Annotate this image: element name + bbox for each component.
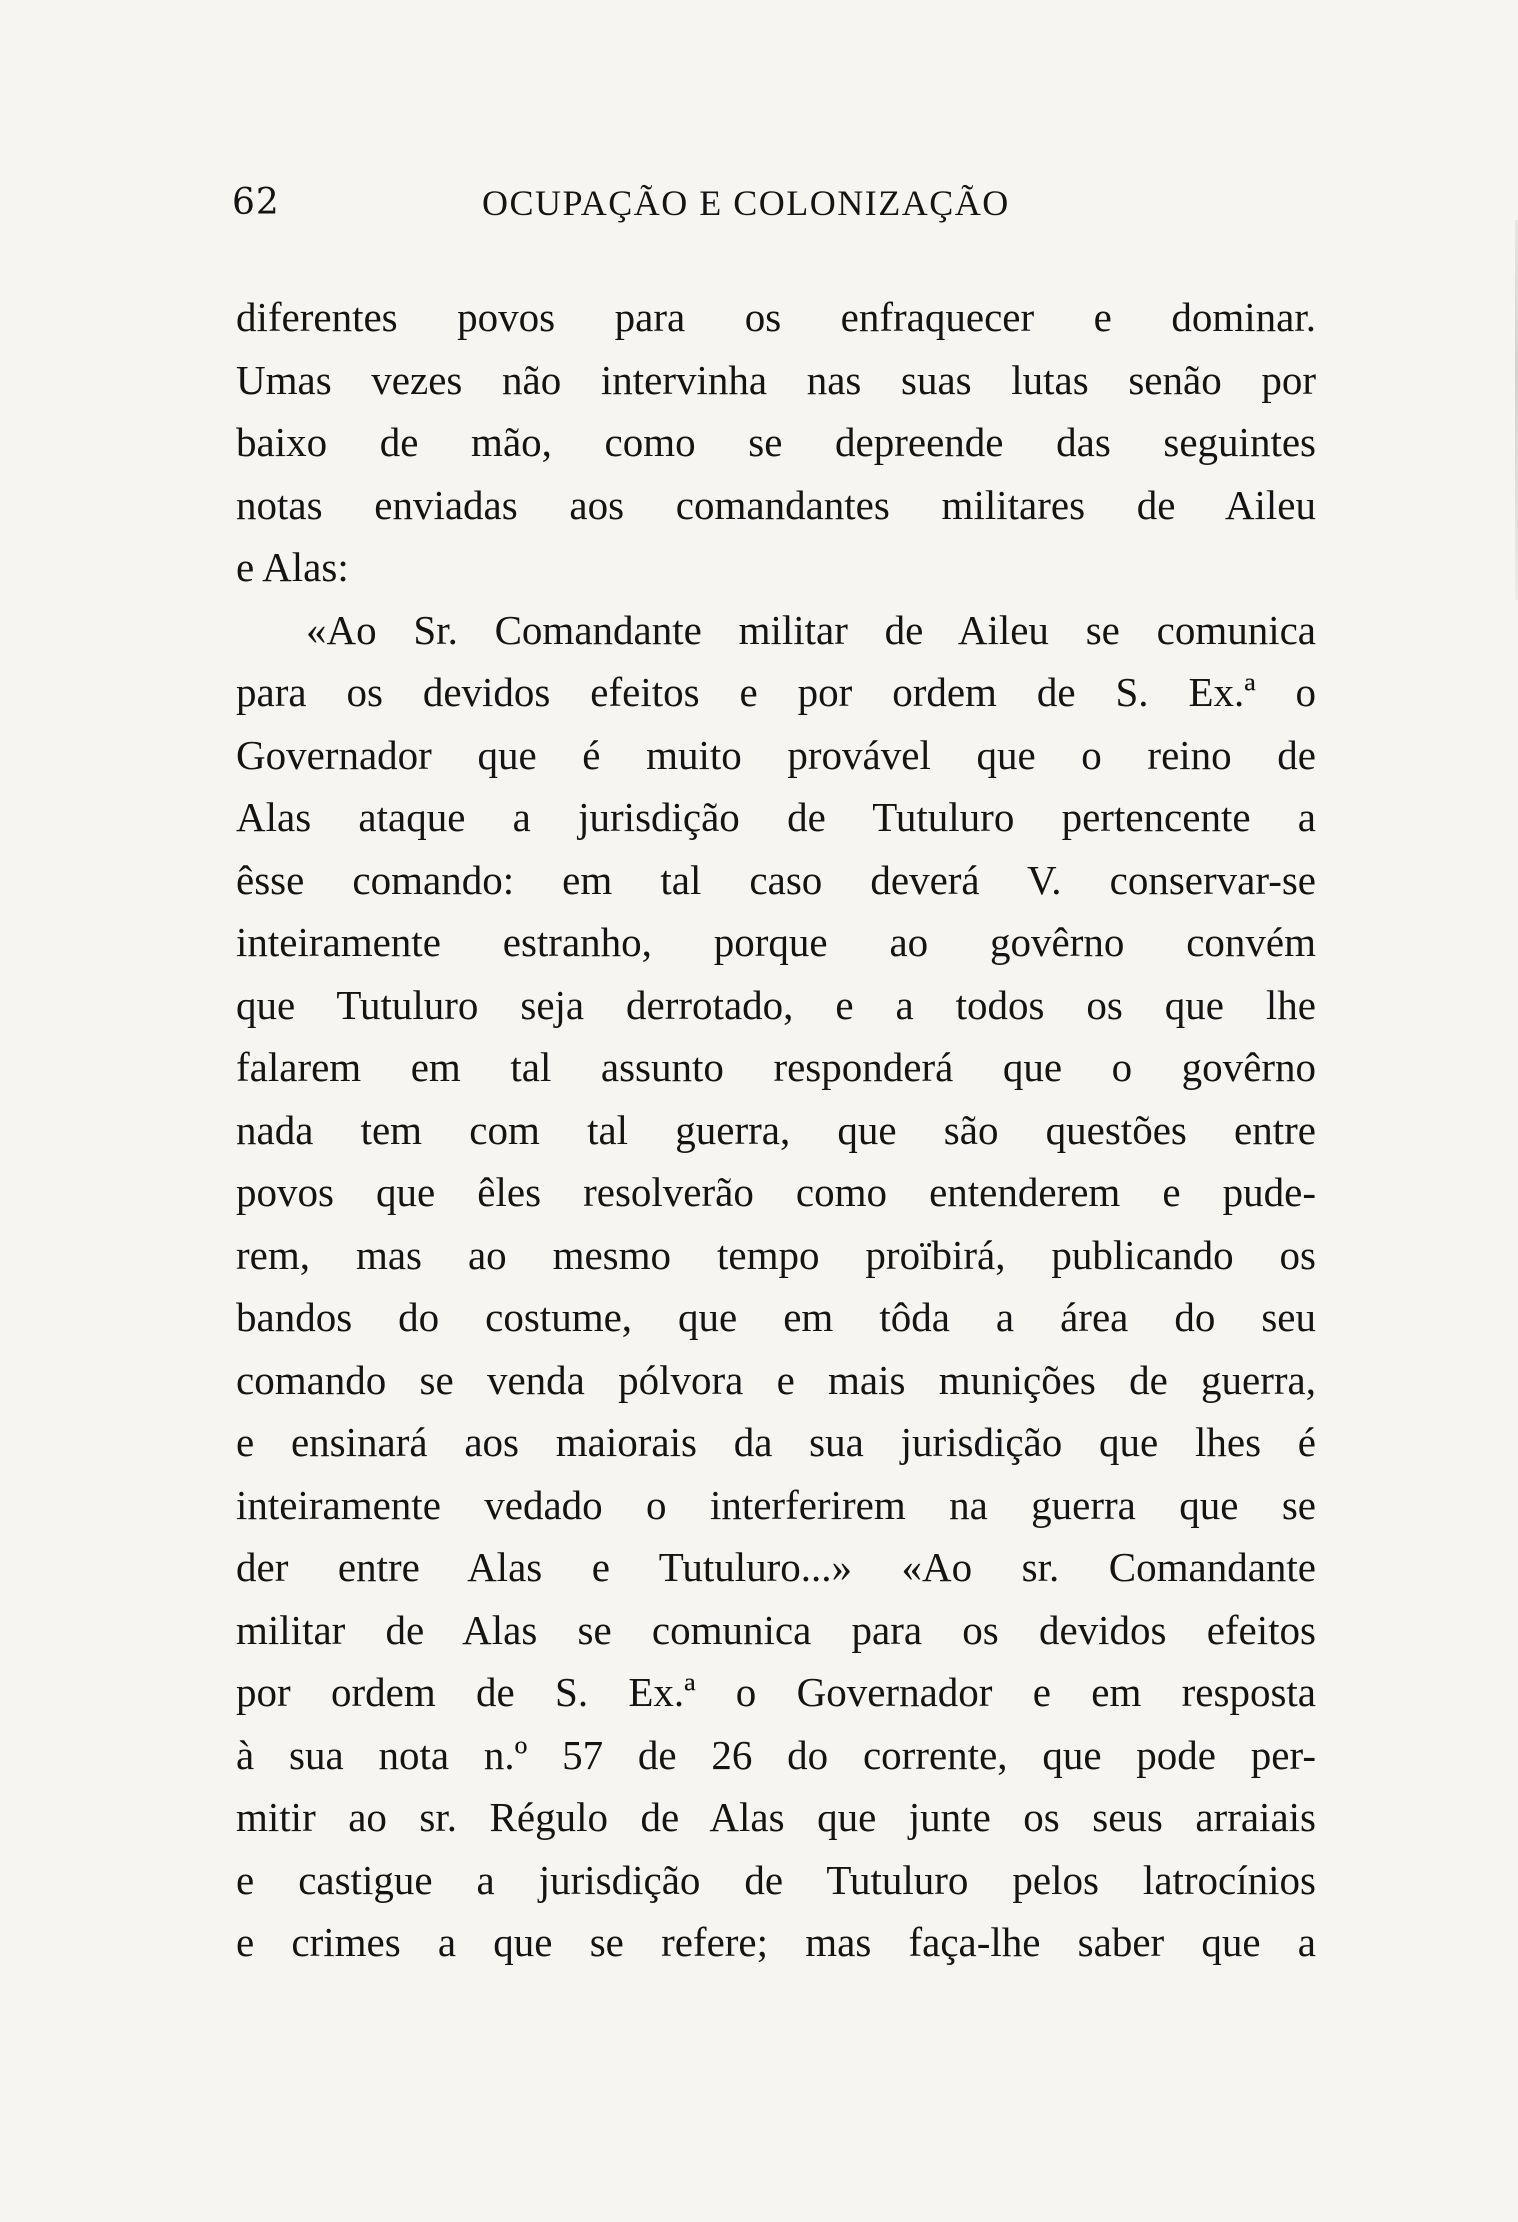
text-line: que Tutuluro seja derrotado, e a todos os que lhe (236, 981, 1316, 1028)
text-line: à sua nota n.º 57 de 26 do corrente, que pode per- (236, 1731, 1316, 1778)
text-line: der entre Alas e Tutuluro...» «Ao sr. Comandante (236, 1544, 1316, 1590)
text-line: mitir ao sr. Régulo de Alas que junte os seus arraiais (236, 1794, 1316, 1840)
text-line: para os devidos efeitos e por ordem de S. Ex.ª o (236, 669, 1316, 715)
text-line: notas enviadas aos comandantes militares de Aileu (236, 481, 1316, 528)
page-number: 62 (232, 182, 280, 223)
text-line: por ordem de S. Ex.ª o Governador e em resposta (236, 1669, 1316, 1715)
running-title: OCUPAÇÃO E COLONIZAÇÃO (482, 183, 1010, 223)
page-header (232, 172, 1062, 232)
text-line: rem, mas ao mesmo tempo proïbirá, publicando os (236, 1231, 1316, 1278)
text-line: falarem em tal assunto responderá que o govêrno (236, 1044, 1316, 1090)
text-line: inteiramente vedado o interferirem na guerra que se (236, 1481, 1316, 1528)
text-line: Alas ataque a jurisdição de Tutuluro pertencente a (236, 794, 1316, 840)
text-line: inteiramente estranho, porque ao govêrno convém (236, 919, 1316, 965)
text-line: Umas vezes não intervinha nas suas lutas senão por (236, 356, 1316, 403)
text-line: Governador que é muito provável que o reino de (236, 731, 1316, 778)
text-line: povos que êles resolverão como entenderem e pude- (236, 1169, 1316, 1215)
text-line: êsse comando: em tal caso deverá V. conservar-se (236, 856, 1316, 903)
text-line: comando se venda pólvora e mais munições de guerra, (236, 1356, 1316, 1403)
body-text (236, 286, 1316, 1974)
quote-start-line: «Ao Sr. Comandante militar de Aileu se comunica (306, 606, 1316, 653)
text-line: e Alas: (236, 544, 349, 590)
text-line: diferentes povos para os enfraquecer e dominar. (236, 294, 1316, 340)
text-line: militar de Alas se comunica para os devidos efeitos (236, 1606, 1316, 1653)
text-line: e castigue a jurisdição de Tutuluro pelos latrocínios (236, 1856, 1316, 1903)
text-line: e ensinará aos maiorais da sua jurisdição que lhes é (236, 1419, 1316, 1465)
text-line: baixo de mão, como se depreende das seguintes (236, 419, 1316, 465)
text-line: bandos do costume, que em tôda a área do seu (236, 1294, 1316, 1340)
text-line: nada tem com tal guerra, que são questões entre (236, 1106, 1316, 1153)
text-line: e crimes a que se refere; mas faça-lhe saber que a (236, 1919, 1316, 1965)
